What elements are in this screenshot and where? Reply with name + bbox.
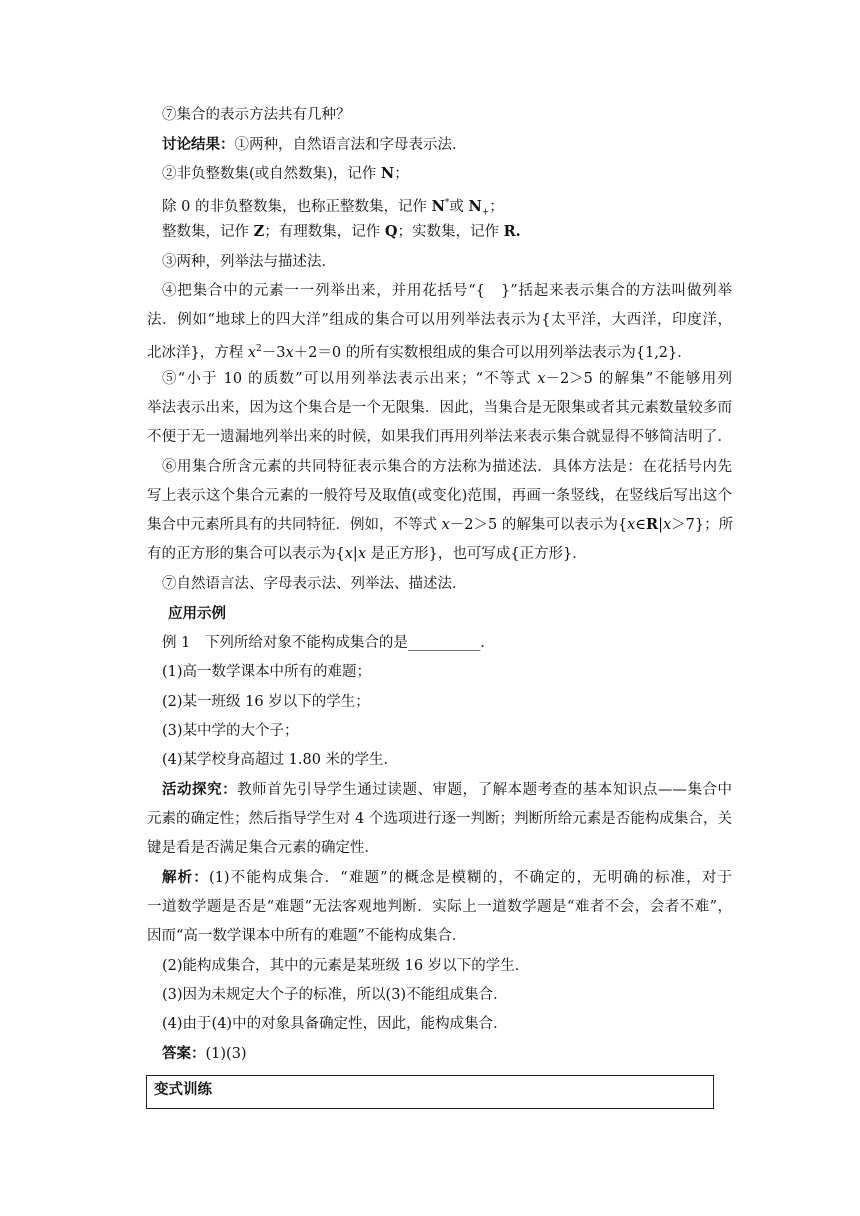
analysis-3: (3)因为未规定大个子的标准，所以(3)不能组成集合．: [162, 987, 508, 1003]
result-2-line: ②非负整数集(或自然数集)，记作 N；: [162, 165, 409, 182]
result-6-line-3: 集合中元素所具有的共同特征．例如，不等式 x－2＞5 的解集可以表示为{x∈R|x＞7}；所: [147, 516, 734, 533]
option-1: (1)高一数学课本中所有的难题；: [162, 664, 372, 680]
answer-value: (1)(3): [205, 1046, 247, 1062]
analysis-4: (4)由于(4)中的对象具备确定性，因此，能构成集合．: [162, 1016, 508, 1032]
result-4-line-3: 北冰洋}，方程 $x^2-3x+2=0$ 的所有实数根组成的集合可以用列举法表示为{1,2}．: [147, 344, 692, 361]
answer-line: [162, 1044, 747, 1064]
analysis-line-3: 因而“高一数学课本中所有的难题”不能构成集合．: [147, 928, 467, 944]
analysis-2: (2)能构成集合，其中的元素是某班级 16 岁以下的学生．: [162, 958, 530, 974]
result-4-line-1: ④把集合中的元素一一列举出来，并用花括号“{ }”括起来表示集合的方法叫做列举: [162, 283, 732, 299]
variant-training-title: 变式训练: [154, 1081, 212, 1098]
option-2: (2)某一班级 16 岁以下的学生；: [162, 694, 370, 710]
result-3: ③两种，列举法与描述法．: [162, 254, 336, 270]
result-6-line-4: 有的正方形的集合可以表示为{x|x 是正方形}，也可写成{正方形}．: [147, 546, 587, 562]
question-7: ⑦集合的表示方法共有几种？: [162, 107, 351, 123]
option-3: (3)某中学的大个子；: [162, 723, 299, 739]
result-2-positive-line: 除 0 的非负整数集，也称正整数集，记作 N*或 $N_+$；: [162, 197, 504, 218]
result-5-line-1: ⑤“小于 10 的质数”可以用列举法表示出来；“不等式 x－2＞5 的解集”不能够用列: [162, 371, 732, 387]
variant-training-box: [146, 1075, 714, 1109]
result-6-line-2: 写上表示这个集合元素的一般符号及取值(或变化)范围，再画一条竖线，在竖线后写出这个: [147, 488, 732, 504]
result-4-line-2: 法．例如“地球上的四大洋”组成的集合可以用列举法表示为{太平洋，大西洋，印度洋，: [147, 312, 732, 328]
explore-label: 活动探究：: [162, 781, 238, 798]
result-6-line-1: ⑥用集合所含元素的共同特征表示集合的方法称为描述法．具体方法是：在花括号内先: [162, 459, 732, 475]
result-1: ①两种，自然语言法和字母表示法．: [234, 137, 467, 153]
discussion-result: [162, 135, 747, 155]
result-5-line-2: 举法表示出来，因为这个集合是一个无限集．因此，当集合是无限集或者其元素数量较多而: [147, 400, 732, 416]
result-2-sets-line: 整数集，记作 Z；有理数集，记作 Q；实数集，记作 R.: [162, 223, 521, 240]
answer-label: 答案：: [162, 1045, 206, 1062]
explore-line-2: 元素的确定性；然后指导学生对 4 个选项进行逐一判断；判断所给元素是否能构成集合，关: [147, 811, 732, 827]
analysis-line-1: 解析：(1)不能构成集合．“难题”的概念是模糊的，不确定的，无明确的标准，对于: [162, 869, 732, 886]
analysis-line-2: 一道数学题是否是“难题”无法客观地判断．实际上一道数学题是“难者不会，会者不难”，: [147, 899, 732, 915]
option-4: (4)某学校身高超过 1.80 米的学生．: [162, 752, 399, 768]
explore-line-1: 活动探究：教师首先引导学生通过读题、审题，了解本题考查的基本知识点——集合中: [162, 781, 732, 798]
discussion-label: 讨论结果：: [162, 136, 235, 153]
analysis-label: 解析：: [162, 869, 209, 886]
explore-line-3: 键是看是否满足集合元素的确定性．: [147, 840, 379, 856]
result-7: ⑦自然语言法、字母表示法、列举法、描述法．: [162, 576, 467, 592]
result-5-line-3: 不便于无一遗漏地列举出来的时候，如果我们再用列举法来表示集合就显得不够简洁明了．: [147, 429, 732, 445]
example-1: 例 1 下列所给对象不能构成集合的是__________．: [162, 635, 495, 651]
section-title: 应用示例: [168, 605, 226, 622]
